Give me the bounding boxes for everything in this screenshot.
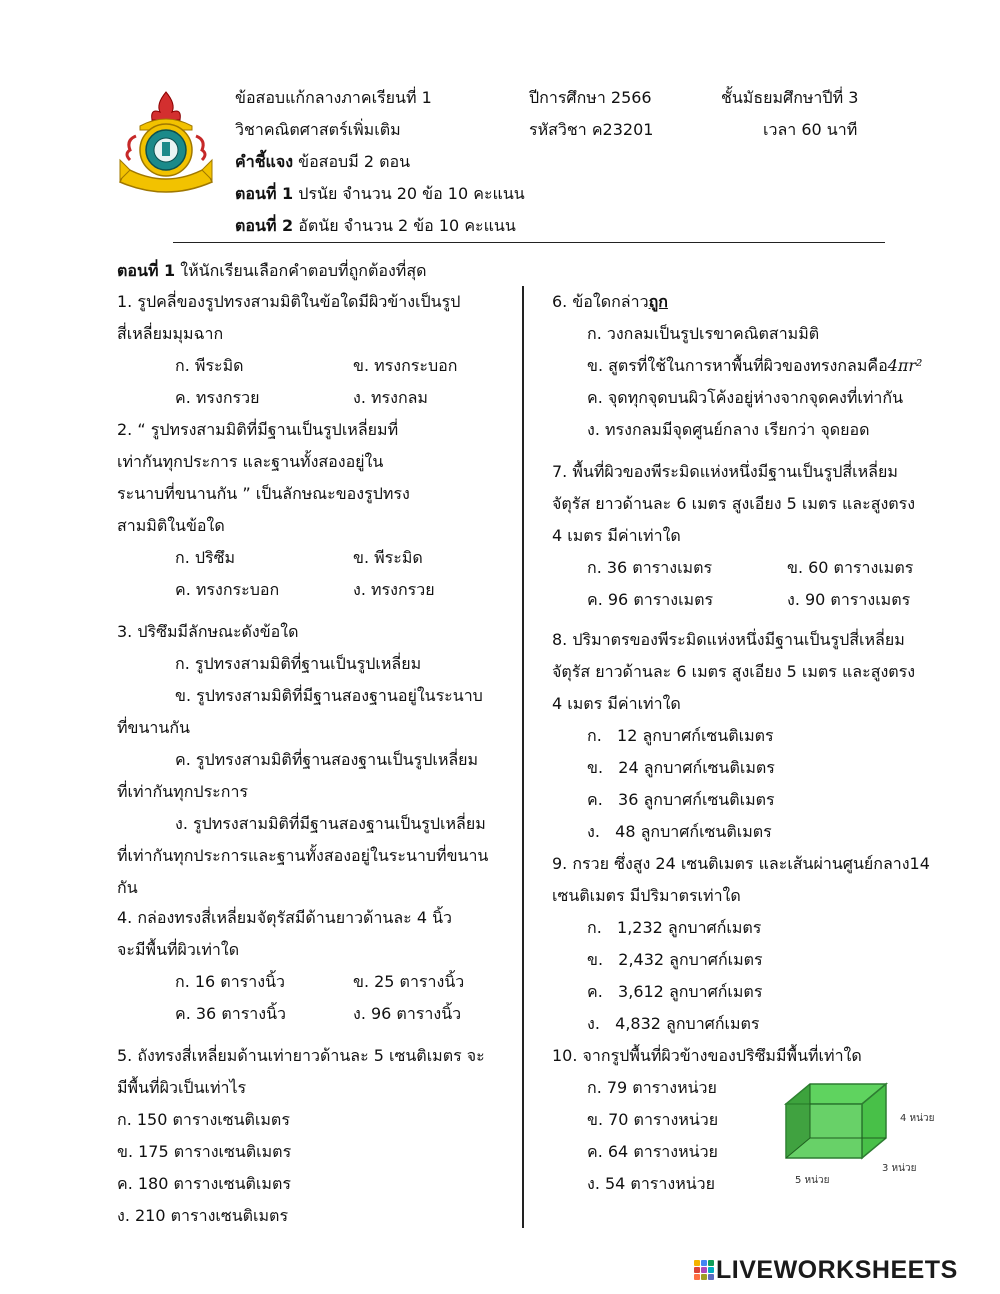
q1-line2: สี่เหลี่ยมมุมฉาก	[117, 324, 224, 343]
q1-choice-b[interactable]: ข. ทรงกระบอก	[353, 356, 458, 375]
section-label: ตอนที่ 1	[117, 261, 176, 280]
q8-choice-b[interactable]: ข. 24 ลูกบาศก์เซนติเมตร	[587, 758, 775, 777]
q2-line2: เท่ากันทุกประการ และฐานทั้งสองอยู่ใน	[117, 452, 384, 471]
q3-choice-d[interactable]: ง. รูปทรงสามมิติที่มีฐานสองฐานเป็นรูปเหลี่ยม	[175, 814, 486, 833]
q5-choice-d[interactable]: ง. 210 ตารางเซนติเมตร	[117, 1206, 289, 1225]
brand-square-icon	[708, 1267, 714, 1273]
brand-square-icon	[708, 1260, 714, 1266]
q3-line1: 3. ปริซึมมีลักษณะดังข้อใด	[117, 622, 299, 641]
q10-line1: 10. จากรูปพื้นที่ผิวข้างของปริซึมมีพื้นที่เท่าใด	[552, 1046, 862, 1065]
q9-choice-a[interactable]: ก. 1,232 ลูกบาศก์เมตร	[587, 918, 762, 937]
q9-choice-d[interactable]: ง. 4,832 ลูกบาศก์เมตร	[587, 1014, 760, 1033]
q7-line1: 7. พื้นที่ผิวของพีระมิดแห่งหนึ่งมีฐานเป็นรูปสี่เหลี่ยม	[552, 462, 898, 481]
q9-choice-b[interactable]: ข. 2,432 ลูกบาศก์เมตร	[587, 950, 763, 969]
school-emblem-logo	[116, 90, 216, 206]
time-limit: เวลา 60 นาที	[763, 120, 858, 139]
q7-choice-a[interactable]: ก. 36 ตารางเมตร	[587, 558, 713, 577]
q6-choice-c[interactable]: ค. จุดทุกจุดบนผิวโค้งอยู่ห่างจากจุดคงที่เท่ากัน	[587, 388, 904, 407]
brand-square-icon	[694, 1274, 700, 1280]
brand-square-icon	[694, 1260, 700, 1266]
part1-text: ปรนัย จำนวน 20 ข้อ 10 คะแนน	[293, 184, 525, 203]
q6-line1	[552, 294, 668, 310]
q7-choice-c[interactable]: ค. 96 ตารางเมตร	[587, 590, 714, 609]
q3-choice-b[interactable]: ข. รูปทรงสามมิติที่มีฐานสองฐานอยู่ในระนาบ	[175, 686, 483, 705]
q6-choice-b-text: ข. สูตรที่ใช้ในการหาพื้นที่ผิวของทรงกลมคือ	[587, 356, 888, 375]
section-heading	[117, 263, 426, 279]
q2-line1: 2. “ รูปทรงสามมิติที่มีฐานเป็นรูปเหลี่ยมที่	[117, 420, 399, 439]
prism-width-label: 5 หน่วย	[795, 1175, 830, 1186]
column-divider	[522, 286, 524, 1228]
q7-choice-d[interactable]: ง. 90 ตารางเมตร	[787, 590, 911, 609]
instructions-text: ข้อสอบมี 2 ตอน	[293, 152, 411, 171]
header-divider	[173, 242, 885, 243]
q6-prefix: 6. ข้อใดกล่าว	[552, 292, 649, 311]
q3-choice-a[interactable]: ก. รูปทรงสามมิติที่ฐานเป็นรูปเหลี่ยม	[175, 654, 422, 673]
q10-choice-c[interactable]: ค. 64 ตารางหน่วย	[587, 1142, 718, 1161]
q2-choice-a[interactable]: ก. ปริซึม	[175, 548, 236, 567]
rectangular-prism-figure	[780, 1080, 892, 1166]
brand-square-icon	[694, 1267, 700, 1273]
academic-year: ปีการศึกษา 2566	[529, 88, 652, 107]
q1-choice-a[interactable]: ก. พีระมิด	[175, 356, 244, 375]
q8-line1: 8. ปริมาตรของพีระมิดแห่งหนึ่งมีฐานเป็นรูปสี่เหลี่ยม	[552, 630, 905, 649]
part2-label: ตอนที่ 2	[235, 216, 294, 235]
q7-line3: 4 เมตร มีค่าเท่าใด	[552, 526, 681, 545]
instructions	[235, 154, 410, 170]
q6-keyword: ถูก	[648, 292, 668, 311]
section-text: ให้นักเรียนเลือกคำตอบที่ถูกต้องที่สุด	[175, 261, 427, 280]
q8-choice-c[interactable]: ค. 36 ลูกบาศก์เซนติเมตร	[587, 790, 775, 809]
q4-choice-b[interactable]: ข. 25 ตารางนิ้ว	[353, 972, 465, 991]
q5-choice-a[interactable]: ก. 150 ตารางเซนติเมตร	[117, 1110, 290, 1129]
prism-depth-label: 3 หน่วย	[882, 1163, 917, 1174]
q6-choice-a[interactable]: ก. วงกลมเป็นรูปเรขาคณิตสามมิติ	[587, 324, 820, 343]
q9-choice-c[interactable]: ค. 3,612 ลูกบาศก์เมตร	[587, 982, 763, 1001]
q5-line2: มีพื้นที่ผิวเป็นเท่าไร	[117, 1078, 247, 1097]
q8-choice-a[interactable]: ก. 12 ลูกบาศก์เซนติเมตร	[587, 726, 774, 745]
q5-choice-b[interactable]: ข. 175 ตารางเซนติเมตร	[117, 1142, 292, 1161]
q10-choice-b[interactable]: ข. 70 ตารางหน่วย	[587, 1110, 719, 1129]
q4-line1: 4. กล่องทรงสี่เหลี่ยมจัตุรัสมีด้านยาวด้านละ 4 นิ้ว	[117, 908, 453, 927]
grade-level: ชั้นมัธยมศึกษาปีที่ 3	[721, 88, 859, 107]
q2-choice-d[interactable]: ง. ทรงกรวย	[353, 580, 435, 599]
brand-name: LIVEWORKSHEETS	[716, 1256, 958, 1284]
q1-line1: 1. รูปคลี่ของรูปทรงสามมิติในข้อใดมีผิวข้างเป็นรูป	[117, 292, 461, 311]
instructions-label: คำชี้แจง	[235, 152, 294, 171]
subject-code: รหัสวิชา ค23201	[529, 120, 654, 139]
exam-title: ข้อสอบแก้กลางภาคเรียนที่ 1	[235, 88, 432, 107]
q4-line2: จะมีพื้นที่ผิวเท่าใด	[117, 940, 240, 959]
q3-choice-c[interactable]: ค. รูปทรงสามมิติที่ฐานสองฐานเป็นรูปเหลี่ยม	[175, 750, 479, 769]
q10-choice-a[interactable]: ก. 79 ตารางหน่วย	[587, 1078, 717, 1097]
q5-choice-c[interactable]: ค. 180 ตารางเซนติเมตร	[117, 1174, 291, 1193]
q3-choice-d-cont2: กัน	[117, 878, 138, 897]
subject-name: วิชาคณิตศาสตร์เพิ่มเติม	[235, 120, 401, 139]
q2-line4: สามมิติในข้อใด	[117, 516, 225, 535]
q6-choice-d[interactable]: ง. ทรงกลมมีจุดศูนย์กลาง เรียกว่า จุดยอด	[587, 420, 870, 439]
q6-choice-b[interactable]	[587, 358, 922, 374]
part1-info	[235, 186, 525, 202]
q5-line1: 5. ถังทรงสี่เหลี่ยมด้านเท่ายาวด้านละ 5 เซนติเมตร จะ	[117, 1046, 485, 1065]
q9-line2: เซนติเมตร มีปริมาตรเท่าใด	[552, 886, 741, 905]
brand-square-icon	[701, 1260, 707, 1266]
q1-choice-c[interactable]: ค. ทรงกรวย	[175, 388, 260, 407]
brand-square-icon	[708, 1274, 714, 1280]
q6-formula: 4πr²	[887, 356, 923, 375]
q2-choice-b[interactable]: ข. พีระมิด	[353, 548, 423, 567]
part2-info	[235, 218, 516, 234]
q8-line2: จัตุรัส ยาวด้านละ 6 เมตร สูงเอียง 5 เมตร และสูงตรง	[552, 662, 916, 681]
q3-choice-c-cont: ที่เท่ากันทุกประการ	[117, 782, 249, 801]
q8-choice-d[interactable]: ง. 48 ลูกบาศก์เซนติเมตร	[587, 822, 772, 841]
prism-height-label: 4 หน่วย	[900, 1113, 935, 1124]
q2-choice-c[interactable]: ค. ทรงกระบอก	[175, 580, 280, 599]
q3-choice-b-cont: ที่ขนานกัน	[117, 718, 190, 737]
q3-choice-d-cont: ที่เท่ากันทุกประการและฐานทั้งสองอยู่ในระนาบที่ขนาน	[117, 846, 489, 865]
q8-line3: 4 เมตร มีค่าเท่าใด	[552, 694, 681, 713]
q7-line2: จัตุรัส ยาวด้านละ 6 เมตร สูงเอียง 5 เมตร และสูงตรง	[552, 494, 916, 513]
q1-choice-d[interactable]: ง. ทรงกลม	[353, 388, 428, 407]
liveworksheets-logo	[692, 1255, 992, 1285]
q4-choice-a[interactable]: ก. 16 ตารางนิ้ว	[175, 972, 285, 991]
q2-line3: ระนาบที่ขนานกัน ” เป็นลักษณะของรูปทรง	[117, 484, 410, 503]
q10-choice-d[interactable]: ง. 54 ตารางหน่วย	[587, 1174, 716, 1193]
q9-line1: 9. กรวย ซึ่งสูง 24 เซนติเมตร และเส้นผ่านศูนย์กลาง14	[552, 854, 930, 873]
brand-square-icon	[701, 1267, 707, 1273]
part1-label: ตอนที่ 1	[235, 184, 294, 203]
part2-text: อัตนัย จำนวน 2 ข้อ 10 คะแนน	[293, 216, 516, 235]
q7-choice-b[interactable]: ข. 60 ตารางเมตร	[787, 558, 914, 577]
brand-square-icon	[701, 1274, 707, 1280]
q4-choice-d[interactable]: ง. 96 ตารางนิ้ว	[353, 1004, 462, 1023]
q4-choice-c[interactable]: ค. 36 ตารางนิ้ว	[175, 1004, 287, 1023]
